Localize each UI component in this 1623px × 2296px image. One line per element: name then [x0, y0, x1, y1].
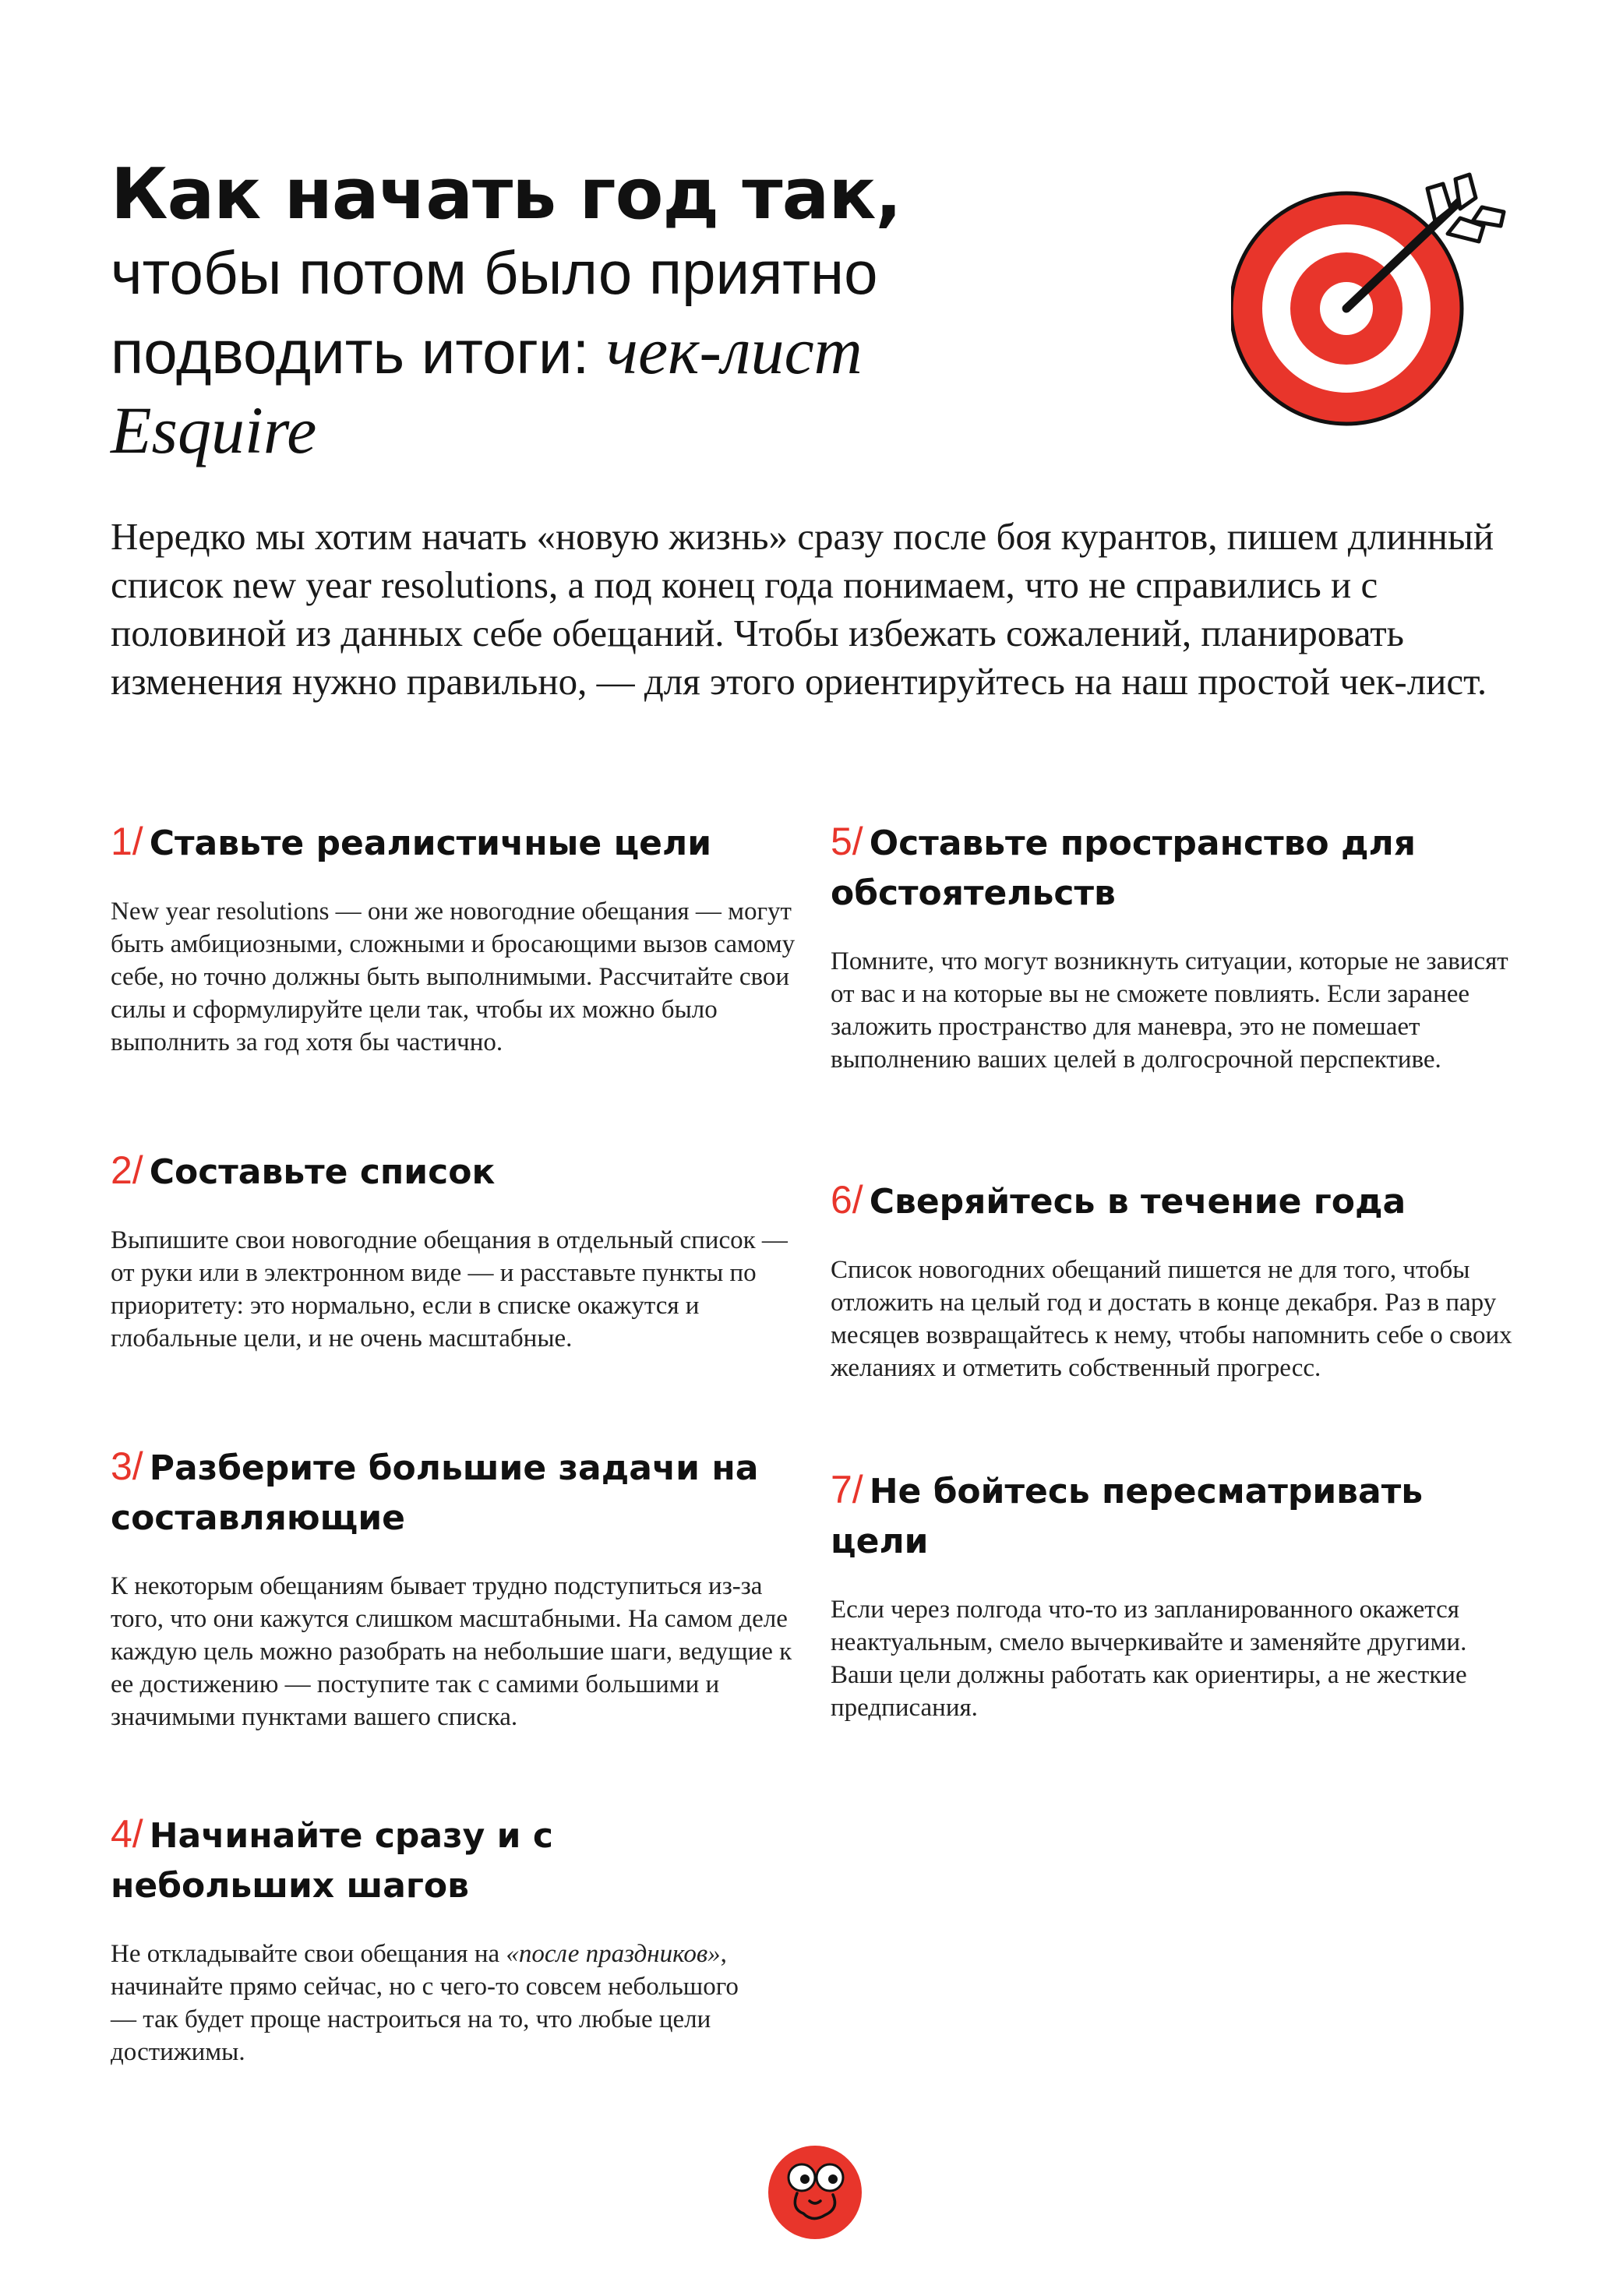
section-heading [831, 816, 1516, 919]
section-body: Список новогодних обещаний пишется не для того, чтобы отложить на целый год и достать в конце декабря. Раз в пару месяцев возвращайтесь к нему, чтобы напомнить себе о своих желаниях и отметить собственный прогресс. [831, 1256, 1512, 1382]
section-body: New year resolutions — они же новогодние обещания — могут быть амбициозными, сложными и бросающими вызов самому себе, но точно должны быть выполнимыми. Рассчитайте свои силы и сформулируйте цели так, чтобы их можно было выполнить за год хотя бы частично. [111, 898, 796, 1056]
title-line-1: Как начать год так, [111, 153, 901, 235]
title-line-4: Esquire [111, 393, 317, 467]
section-heading-text: Разберите большие задачи на составляющие [111, 1448, 759, 1538]
section-number: 7/ [831, 1468, 863, 1511]
section-7 [831, 1465, 1516, 1724]
section-number: 2/ [111, 1148, 143, 1192]
section-heading-text: Оставьте пространство для обстоятельств [831, 824, 1416, 913]
section-body: Если через полгода что-то из запланированного окажется неактуальным, смело вычеркивайте и заменяйте другими. Ваши цели должны работать как ориентиры, а не жесткие предписания. [831, 1596, 1467, 1722]
section-number: 1/ [111, 820, 143, 863]
section-number: 3/ [111, 1444, 143, 1488]
section-heading [111, 1145, 812, 1197]
section-heading-text: Ставьте реалистичные цели [149, 824, 712, 863]
section-number: 6/ [831, 1178, 863, 1222]
section-2 [111, 1145, 812, 1355]
section-6 [831, 1175, 1532, 1384]
title-line-2: чтобы потом было приятно [111, 238, 878, 307]
section-3 [111, 1441, 796, 1733]
title-line-3-plain: подводить итоги: [111, 318, 606, 386]
section-heading [111, 1441, 796, 1543]
target-with-arrow-icon [1231, 170, 1527, 435]
intro-paragraph: Нередко мы хотим начать «новую жизнь» сразу после боя курантов, пишем длинный список new year resolutions, а под конец года понимаем, что не справились и с половиной из данных себе обещаний. Чтобы избежать сожалений, планировать изменения нужно правильно, — для этого ориентируйтесь на наш простой чек-лист. [111, 515, 1494, 703]
section-5 [831, 816, 1516, 1076]
section-body-italic: «после праздников» [506, 1940, 721, 1968]
section-heading-text: Не бойтесь пересматривать цели [831, 1472, 1424, 1561]
section-1 [111, 816, 812, 1059]
section-heading-text: Начинайте сразу и с небольших шагов [111, 1816, 553, 1906]
section-heading-text: Составьте список [149, 1152, 496, 1192]
section-body [111, 1938, 750, 2069]
section-heading [111, 816, 812, 869]
section-4 [111, 1809, 750, 2069]
section-heading [831, 1465, 1516, 1567]
page-title [111, 153, 1124, 469]
section-heading-text: Сверяйтесь в течение года [869, 1182, 1406, 1222]
section-body: К некоторым обещаниям бывает трудно подступиться из-за того, что они кажутся слишком масштабными. На самом деле каждую цель можно разобрать на небольшие шаги, ведущие к ее достижению — поступите так с самими большими и значимыми пунктами вашего списка. [111, 1572, 792, 1731]
face-logo-icon [767, 2145, 863, 2240]
section-body-post: , начинайте прямо сейчас, но с чего-то совсем небольшого — так будет проще настроиться на то, что любые цели достижимы. [111, 1940, 739, 2066]
title-line-3 [111, 312, 1124, 391]
title-line-3-italic: чек-лист [605, 313, 863, 388]
section-heading [831, 1175, 1532, 1227]
section-body: Помните, что могут возникнуть ситуации, которые не зависят от вас и на которые вы не сможете повлиять. Если заранее заложить пространство для маневра, это не помешает выполнению ваших целей в долгосрочной перспективе. [831, 947, 1508, 1074]
section-body: Выпишите свои новогодние обещания в отдельный список — от руки или в электронном виде — и расставьте пункты по приоритету: это нормально, если в списке окажутся и глобальные цели, и не очень масштабные. [111, 1226, 788, 1353]
section-number: 4/ [111, 1812, 143, 1856]
section-body-pre: Не откладывайте свои обещания на [111, 1940, 506, 1968]
section-number: 5/ [831, 820, 863, 863]
section-heading [111, 1809, 750, 1911]
